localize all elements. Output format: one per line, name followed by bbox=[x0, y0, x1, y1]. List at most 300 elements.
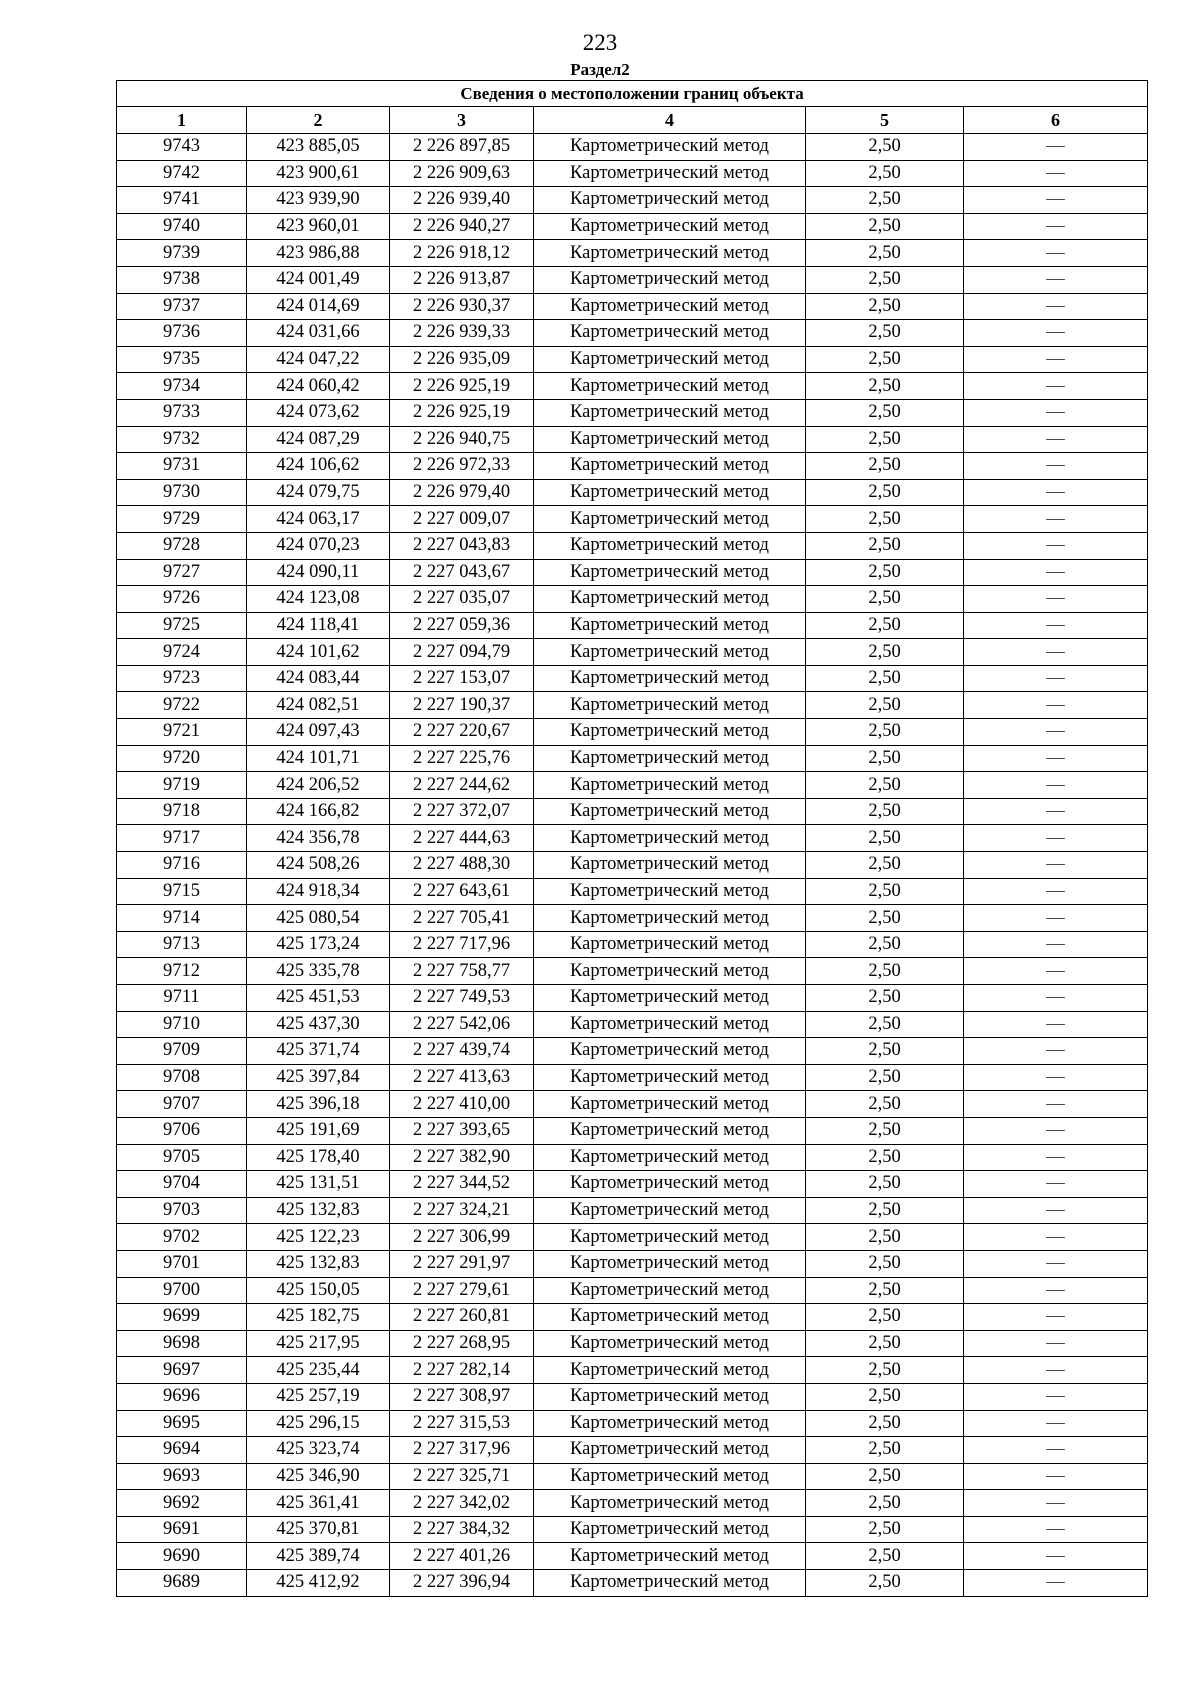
accuracy-cell: 2,50 bbox=[806, 320, 964, 347]
description-cell: — bbox=[964, 373, 1148, 400]
point-number-cell: 9741 bbox=[117, 187, 247, 214]
description-cell: — bbox=[964, 1516, 1148, 1543]
y-coordinate-cell: 2 227 413,63 bbox=[390, 1064, 534, 1091]
method-cell: Картометрический метод bbox=[534, 479, 806, 506]
x-coordinate-cell: 423 939,90 bbox=[247, 187, 390, 214]
point-number-cell: 9708 bbox=[117, 1064, 247, 1091]
accuracy-cell: 2,50 bbox=[806, 1330, 964, 1357]
y-coordinate-cell: 2 227 282,14 bbox=[390, 1357, 534, 1384]
method-cell: Картометрический метод bbox=[534, 1064, 806, 1091]
table-row bbox=[117, 798, 1148, 825]
table-row bbox=[117, 612, 1148, 639]
table-row bbox=[117, 1570, 1148, 1597]
y-coordinate-cell: 2 226 925,19 bbox=[390, 373, 534, 400]
description-cell: — bbox=[964, 1011, 1148, 1038]
x-coordinate-cell: 424 918,34 bbox=[247, 878, 390, 905]
method-cell: Картометрический метод bbox=[534, 1144, 806, 1171]
column-header: 2 bbox=[247, 107, 390, 134]
method-cell: Картометрический метод bbox=[534, 320, 806, 347]
point-number-cell: 9743 bbox=[117, 134, 247, 161]
method-cell: Картометрический метод bbox=[534, 213, 806, 240]
x-coordinate-cell: 424 090,11 bbox=[247, 559, 390, 586]
method-cell: Картометрический метод bbox=[534, 852, 806, 879]
x-coordinate-cell: 423 960,01 bbox=[247, 213, 390, 240]
accuracy-cell: 2,50 bbox=[806, 905, 964, 932]
x-coordinate-cell: 425 397,84 bbox=[247, 1064, 390, 1091]
table-row bbox=[117, 187, 1148, 214]
method-cell: Картометрический метод bbox=[534, 1304, 806, 1331]
table-row bbox=[117, 586, 1148, 613]
y-coordinate-cell: 2 226 925,19 bbox=[390, 399, 534, 426]
table-row bbox=[117, 213, 1148, 240]
x-coordinate-cell: 425 131,51 bbox=[247, 1171, 390, 1198]
table-row bbox=[117, 665, 1148, 692]
point-number-cell: 9707 bbox=[117, 1091, 247, 1118]
table-row bbox=[117, 1064, 1148, 1091]
y-coordinate-cell: 2 226 939,33 bbox=[390, 320, 534, 347]
method-cell: Картометрический метод bbox=[534, 1250, 806, 1277]
table-row bbox=[117, 1038, 1148, 1065]
x-coordinate-cell: 424 206,52 bbox=[247, 772, 390, 799]
x-coordinate-cell: 425 296,15 bbox=[247, 1410, 390, 1437]
description-cell: — bbox=[964, 213, 1148, 240]
x-coordinate-cell: 425 437,30 bbox=[247, 1011, 390, 1038]
accuracy-cell: 2,50 bbox=[806, 1463, 964, 1490]
description-cell: — bbox=[964, 1091, 1148, 1118]
accuracy-cell: 2,50 bbox=[806, 931, 964, 958]
accuracy-cell: 2,50 bbox=[806, 1117, 964, 1144]
x-coordinate-cell: 424 063,17 bbox=[247, 506, 390, 533]
point-number-cell: 9696 bbox=[117, 1383, 247, 1410]
column-header: 3 bbox=[390, 107, 534, 134]
description-cell: — bbox=[964, 772, 1148, 799]
point-number-cell: 9717 bbox=[117, 825, 247, 852]
point-number-cell: 9742 bbox=[117, 160, 247, 187]
method-cell: Картометрический метод bbox=[534, 453, 806, 480]
point-number-cell: 9740 bbox=[117, 213, 247, 240]
table-caption: Сведения о местоположении границ объекта bbox=[117, 81, 1148, 107]
x-coordinate-cell: 424 508,26 bbox=[247, 852, 390, 879]
point-number-cell: 9734 bbox=[117, 373, 247, 400]
description-cell: — bbox=[964, 825, 1148, 852]
y-coordinate-cell: 2 227 488,30 bbox=[390, 852, 534, 879]
table-row bbox=[117, 878, 1148, 905]
table-row bbox=[117, 1543, 1148, 1570]
description-cell: — bbox=[964, 160, 1148, 187]
y-coordinate-cell: 2 227 094,79 bbox=[390, 639, 534, 666]
y-coordinate-cell: 2 227 043,83 bbox=[390, 532, 534, 559]
description-cell: — bbox=[964, 187, 1148, 214]
y-coordinate-cell: 2 227 244,62 bbox=[390, 772, 534, 799]
description-cell: — bbox=[964, 559, 1148, 586]
point-number-cell: 9710 bbox=[117, 1011, 247, 1038]
table-row bbox=[117, 1330, 1148, 1357]
y-coordinate-cell: 2 227 260,81 bbox=[390, 1304, 534, 1331]
method-cell: Картометрический метод bbox=[534, 1117, 806, 1144]
y-coordinate-cell: 2 226 897,85 bbox=[390, 134, 534, 161]
point-number-cell: 9693 bbox=[117, 1463, 247, 1490]
y-coordinate-cell: 2 227 542,06 bbox=[390, 1011, 534, 1038]
x-coordinate-cell: 424 097,43 bbox=[247, 719, 390, 746]
table-row bbox=[117, 1463, 1148, 1490]
y-coordinate-cell: 2 227 059,36 bbox=[390, 612, 534, 639]
y-coordinate-cell: 2 227 758,77 bbox=[390, 958, 534, 985]
description-cell: — bbox=[964, 586, 1148, 613]
y-coordinate-cell: 2 227 717,96 bbox=[390, 931, 534, 958]
x-coordinate-cell: 424 073,62 bbox=[247, 399, 390, 426]
accuracy-cell: 2,50 bbox=[806, 878, 964, 905]
column-header: 1 bbox=[117, 107, 247, 134]
table-row bbox=[117, 1117, 1148, 1144]
y-coordinate-cell: 2 227 291,97 bbox=[390, 1250, 534, 1277]
description-cell: — bbox=[964, 719, 1148, 746]
description-cell: — bbox=[964, 1437, 1148, 1464]
accuracy-cell: 2,50 bbox=[806, 1357, 964, 1384]
accuracy-cell: 2,50 bbox=[806, 1091, 964, 1118]
y-coordinate-cell: 2 227 396,94 bbox=[390, 1570, 534, 1597]
description-cell: — bbox=[964, 1250, 1148, 1277]
accuracy-cell: 2,50 bbox=[806, 266, 964, 293]
y-coordinate-cell: 2 227 384,32 bbox=[390, 1516, 534, 1543]
accuracy-cell: 2,50 bbox=[806, 399, 964, 426]
point-number-cell: 9738 bbox=[117, 266, 247, 293]
accuracy-cell: 2,50 bbox=[806, 985, 964, 1012]
description-cell: — bbox=[964, 1277, 1148, 1304]
accuracy-cell: 2,50 bbox=[806, 798, 964, 825]
method-cell: Картометрический метод bbox=[534, 532, 806, 559]
method-cell: Картометрический метод bbox=[534, 1437, 806, 1464]
accuracy-cell: 2,50 bbox=[806, 1144, 964, 1171]
x-coordinate-cell: 425 080,54 bbox=[247, 905, 390, 932]
y-coordinate-cell: 2 226 979,40 bbox=[390, 479, 534, 506]
description-cell: — bbox=[964, 1570, 1148, 1597]
y-coordinate-cell: 2 227 749,53 bbox=[390, 985, 534, 1012]
table-row bbox=[117, 772, 1148, 799]
x-coordinate-cell: 424 166,82 bbox=[247, 798, 390, 825]
y-coordinate-cell: 2 227 344,52 bbox=[390, 1171, 534, 1198]
method-cell: Картометрический метод bbox=[534, 1570, 806, 1597]
point-number-cell: 9701 bbox=[117, 1250, 247, 1277]
point-number-cell: 9703 bbox=[117, 1197, 247, 1224]
x-coordinate-cell: 425 122,23 bbox=[247, 1224, 390, 1251]
accuracy-cell: 2,50 bbox=[806, 187, 964, 214]
table-row bbox=[117, 1144, 1148, 1171]
accuracy-cell: 2,50 bbox=[806, 1171, 964, 1198]
point-number-cell: 9700 bbox=[117, 1277, 247, 1304]
y-coordinate-cell: 2 226 909,63 bbox=[390, 160, 534, 187]
accuracy-cell: 2,50 bbox=[806, 612, 964, 639]
x-coordinate-cell: 424 118,41 bbox=[247, 612, 390, 639]
y-coordinate-cell: 2 227 268,95 bbox=[390, 1330, 534, 1357]
point-number-cell: 9730 bbox=[117, 479, 247, 506]
method-cell: Картометрический метод bbox=[534, 1330, 806, 1357]
point-number-cell: 9731 bbox=[117, 453, 247, 480]
description-cell: — bbox=[964, 506, 1148, 533]
x-coordinate-cell: 425 235,44 bbox=[247, 1357, 390, 1384]
point-number-cell: 9733 bbox=[117, 399, 247, 426]
accuracy-cell: 2,50 bbox=[806, 1437, 964, 1464]
accuracy-cell: 2,50 bbox=[806, 373, 964, 400]
table-row bbox=[117, 931, 1148, 958]
point-number-cell: 9722 bbox=[117, 692, 247, 719]
point-number-cell: 9725 bbox=[117, 612, 247, 639]
x-coordinate-cell: 425 132,83 bbox=[247, 1197, 390, 1224]
description-cell: — bbox=[964, 293, 1148, 320]
x-coordinate-cell: 424 106,62 bbox=[247, 453, 390, 480]
table-row bbox=[117, 1410, 1148, 1437]
point-number-cell: 9702 bbox=[117, 1224, 247, 1251]
table-row bbox=[117, 1197, 1148, 1224]
y-coordinate-cell: 2 227 308,97 bbox=[390, 1383, 534, 1410]
method-cell: Картометрический метод bbox=[534, 1490, 806, 1517]
y-coordinate-cell: 2 227 043,67 bbox=[390, 559, 534, 586]
description-cell: — bbox=[964, 639, 1148, 666]
table-row bbox=[117, 1171, 1148, 1198]
method-cell: Картометрический метод bbox=[534, 958, 806, 985]
x-coordinate-cell: 425 150,05 bbox=[247, 1277, 390, 1304]
y-coordinate-cell: 2 227 382,90 bbox=[390, 1144, 534, 1171]
x-coordinate-cell: 425 396,18 bbox=[247, 1091, 390, 1118]
table-row bbox=[117, 639, 1148, 666]
table-row bbox=[117, 506, 1148, 533]
description-cell: — bbox=[964, 798, 1148, 825]
point-number-cell: 9724 bbox=[117, 639, 247, 666]
y-coordinate-cell: 2 227 306,99 bbox=[390, 1224, 534, 1251]
accuracy-cell: 2,50 bbox=[806, 1224, 964, 1251]
table-row bbox=[117, 346, 1148, 373]
accuracy-cell: 2,50 bbox=[806, 1543, 964, 1570]
description-cell: — bbox=[964, 958, 1148, 985]
method-cell: Картометрический метод bbox=[534, 1171, 806, 1198]
accuracy-cell: 2,50 bbox=[806, 958, 964, 985]
description-cell: — bbox=[964, 905, 1148, 932]
accuracy-cell: 2,50 bbox=[806, 134, 964, 161]
accuracy-cell: 2,50 bbox=[806, 240, 964, 267]
description-cell: — bbox=[964, 1064, 1148, 1091]
description-cell: — bbox=[964, 346, 1148, 373]
page-number: 223 bbox=[582, 30, 618, 55]
point-number-cell: 9713 bbox=[117, 931, 247, 958]
y-coordinate-cell: 2 226 940,27 bbox=[390, 213, 534, 240]
table-row bbox=[117, 958, 1148, 985]
method-cell: Картометрический метод bbox=[534, 134, 806, 161]
method-cell: Картометрический метод bbox=[534, 745, 806, 772]
description-cell: — bbox=[964, 878, 1148, 905]
method-cell: Картометрический метод bbox=[534, 1197, 806, 1224]
description-cell: — bbox=[964, 665, 1148, 692]
x-coordinate-cell: 425 191,69 bbox=[247, 1117, 390, 1144]
accuracy-cell: 2,50 bbox=[806, 1410, 964, 1437]
point-number-cell: 9695 bbox=[117, 1410, 247, 1437]
y-coordinate-cell: 2 227 009,07 bbox=[390, 506, 534, 533]
table-caption-row bbox=[117, 81, 1148, 107]
method-cell: Картометрический метод bbox=[534, 346, 806, 373]
table-row bbox=[117, 266, 1148, 293]
accuracy-cell: 2,50 bbox=[806, 453, 964, 480]
x-coordinate-cell: 424 031,66 bbox=[247, 320, 390, 347]
table-row bbox=[117, 373, 1148, 400]
method-cell: Картометрический метод bbox=[534, 1038, 806, 1065]
description-cell: — bbox=[964, 532, 1148, 559]
y-coordinate-cell: 2 227 444,63 bbox=[390, 825, 534, 852]
table-row bbox=[117, 985, 1148, 1012]
point-number-cell: 9737 bbox=[117, 293, 247, 320]
table-row bbox=[117, 1250, 1148, 1277]
section-title: Раздел2 bbox=[570, 60, 630, 79]
accuracy-cell: 2,50 bbox=[806, 506, 964, 533]
table-row bbox=[117, 1224, 1148, 1251]
x-coordinate-cell: 424 356,78 bbox=[247, 825, 390, 852]
method-cell: Картометрический метод bbox=[534, 1543, 806, 1570]
x-coordinate-cell: 425 132,83 bbox=[247, 1250, 390, 1277]
accuracy-cell: 2,50 bbox=[806, 213, 964, 240]
point-number-cell: 9727 bbox=[117, 559, 247, 586]
description-cell: — bbox=[964, 479, 1148, 506]
accuracy-cell: 2,50 bbox=[806, 293, 964, 320]
description-cell: — bbox=[964, 266, 1148, 293]
description-cell: — bbox=[964, 1383, 1148, 1410]
point-number-cell: 9732 bbox=[117, 426, 247, 453]
method-cell: Картометрический метод bbox=[534, 1277, 806, 1304]
x-coordinate-cell: 425 346,90 bbox=[247, 1463, 390, 1490]
accuracy-cell: 2,50 bbox=[806, 745, 964, 772]
accuracy-cell: 2,50 bbox=[806, 160, 964, 187]
x-coordinate-cell: 424 123,08 bbox=[247, 586, 390, 613]
accuracy-cell: 2,50 bbox=[806, 852, 964, 879]
x-coordinate-cell: 425 370,81 bbox=[247, 1516, 390, 1543]
method-cell: Картометрический метод bbox=[534, 1357, 806, 1384]
column-number-row bbox=[117, 107, 1148, 134]
method-cell: Картометрический метод bbox=[534, 399, 806, 426]
accuracy-cell: 2,50 bbox=[806, 1383, 964, 1410]
point-number-cell: 9698 bbox=[117, 1330, 247, 1357]
description-cell: — bbox=[964, 426, 1148, 453]
point-number-cell: 9711 bbox=[117, 985, 247, 1012]
boundary-coordinates-table bbox=[116, 80, 1148, 1597]
description-cell: — bbox=[964, 1490, 1148, 1517]
y-coordinate-cell: 2 227 393,65 bbox=[390, 1117, 534, 1144]
accuracy-cell: 2,50 bbox=[806, 1011, 964, 1038]
y-coordinate-cell: 2 227 342,02 bbox=[390, 1490, 534, 1517]
table-row bbox=[117, 852, 1148, 879]
x-coordinate-cell: 425 371,74 bbox=[247, 1038, 390, 1065]
description-cell: — bbox=[964, 1543, 1148, 1570]
description-cell: — bbox=[964, 931, 1148, 958]
accuracy-cell: 2,50 bbox=[806, 1277, 964, 1304]
accuracy-cell: 2,50 bbox=[806, 692, 964, 719]
accuracy-cell: 2,50 bbox=[806, 665, 964, 692]
description-cell: — bbox=[964, 745, 1148, 772]
accuracy-cell: 2,50 bbox=[806, 1038, 964, 1065]
x-coordinate-cell: 425 323,74 bbox=[247, 1437, 390, 1464]
method-cell: Картометрический метод bbox=[534, 373, 806, 400]
x-coordinate-cell: 425 451,53 bbox=[247, 985, 390, 1012]
description-cell: — bbox=[964, 1304, 1148, 1331]
method-cell: Картометрический метод bbox=[534, 1011, 806, 1038]
y-coordinate-cell: 2 227 439,74 bbox=[390, 1038, 534, 1065]
y-coordinate-cell: 2 227 372,07 bbox=[390, 798, 534, 825]
point-number-cell: 9736 bbox=[117, 320, 247, 347]
method-cell: Картометрический метод bbox=[534, 586, 806, 613]
x-coordinate-cell: 424 047,22 bbox=[247, 346, 390, 373]
table-row bbox=[117, 240, 1148, 267]
point-number-cell: 9719 bbox=[117, 772, 247, 799]
accuracy-cell: 2,50 bbox=[806, 346, 964, 373]
x-coordinate-cell: 425 361,41 bbox=[247, 1490, 390, 1517]
description-cell: — bbox=[964, 1197, 1148, 1224]
description-cell: — bbox=[964, 1357, 1148, 1384]
method-cell: Картометрический метод bbox=[534, 878, 806, 905]
y-coordinate-cell: 2 227 317,96 bbox=[390, 1437, 534, 1464]
accuracy-cell: 2,50 bbox=[806, 559, 964, 586]
x-coordinate-cell: 424 001,49 bbox=[247, 266, 390, 293]
accuracy-cell: 2,50 bbox=[806, 1250, 964, 1277]
method-cell: Картометрический метод bbox=[534, 692, 806, 719]
accuracy-cell: 2,50 bbox=[806, 1197, 964, 1224]
y-coordinate-cell: 2 227 324,21 bbox=[390, 1197, 534, 1224]
method-cell: Картометрический метод bbox=[534, 266, 806, 293]
table-row bbox=[117, 559, 1148, 586]
method-cell: Картометрический метод bbox=[534, 772, 806, 799]
method-cell: Картометрический метод bbox=[534, 931, 806, 958]
accuracy-cell: 2,50 bbox=[806, 426, 964, 453]
table-row bbox=[117, 1437, 1148, 1464]
description-cell: — bbox=[964, 612, 1148, 639]
point-number-cell: 9728 bbox=[117, 532, 247, 559]
x-coordinate-cell: 425 257,19 bbox=[247, 1383, 390, 1410]
table-row bbox=[117, 1357, 1148, 1384]
point-number-cell: 9709 bbox=[117, 1038, 247, 1065]
y-coordinate-cell: 2 226 913,87 bbox=[390, 266, 534, 293]
x-coordinate-cell: 423 986,88 bbox=[247, 240, 390, 267]
description-cell: — bbox=[964, 320, 1148, 347]
accuracy-cell: 2,50 bbox=[806, 1570, 964, 1597]
y-coordinate-cell: 2 226 972,33 bbox=[390, 453, 534, 480]
method-cell: Картометрический метод bbox=[534, 612, 806, 639]
description-cell: — bbox=[964, 1038, 1148, 1065]
y-coordinate-cell: 2 227 315,53 bbox=[390, 1410, 534, 1437]
column-header: 4 bbox=[534, 107, 806, 134]
method-cell: Картометрический метод bbox=[534, 160, 806, 187]
point-number-cell: 9723 bbox=[117, 665, 247, 692]
table-row bbox=[117, 745, 1148, 772]
x-coordinate-cell: 424 087,29 bbox=[247, 426, 390, 453]
y-coordinate-cell: 2 227 225,76 bbox=[390, 745, 534, 772]
accuracy-cell: 2,50 bbox=[806, 1064, 964, 1091]
table-body bbox=[117, 134, 1148, 1597]
accuracy-cell: 2,50 bbox=[806, 479, 964, 506]
point-number-cell: 9691 bbox=[117, 1516, 247, 1543]
description-cell: — bbox=[964, 399, 1148, 426]
column-header: 5 bbox=[806, 107, 964, 134]
table-row bbox=[117, 160, 1148, 187]
table-row bbox=[117, 134, 1148, 161]
y-coordinate-cell: 2 226 930,37 bbox=[390, 293, 534, 320]
accuracy-cell: 2,50 bbox=[806, 586, 964, 613]
x-coordinate-cell: 423 900,61 bbox=[247, 160, 390, 187]
method-cell: Картометрический метод bbox=[534, 506, 806, 533]
x-coordinate-cell: 424 014,69 bbox=[247, 293, 390, 320]
method-cell: Картометрический метод bbox=[534, 905, 806, 932]
accuracy-cell: 2,50 bbox=[806, 1516, 964, 1543]
method-cell: Картометрический метод bbox=[534, 719, 806, 746]
accuracy-cell: 2,50 bbox=[806, 772, 964, 799]
point-number-cell: 9712 bbox=[117, 958, 247, 985]
method-cell: Картометрический метод bbox=[534, 1463, 806, 1490]
method-cell: Картометрический метод bbox=[534, 426, 806, 453]
point-number-cell: 9705 bbox=[117, 1144, 247, 1171]
method-cell: Картометрический метод bbox=[534, 639, 806, 666]
